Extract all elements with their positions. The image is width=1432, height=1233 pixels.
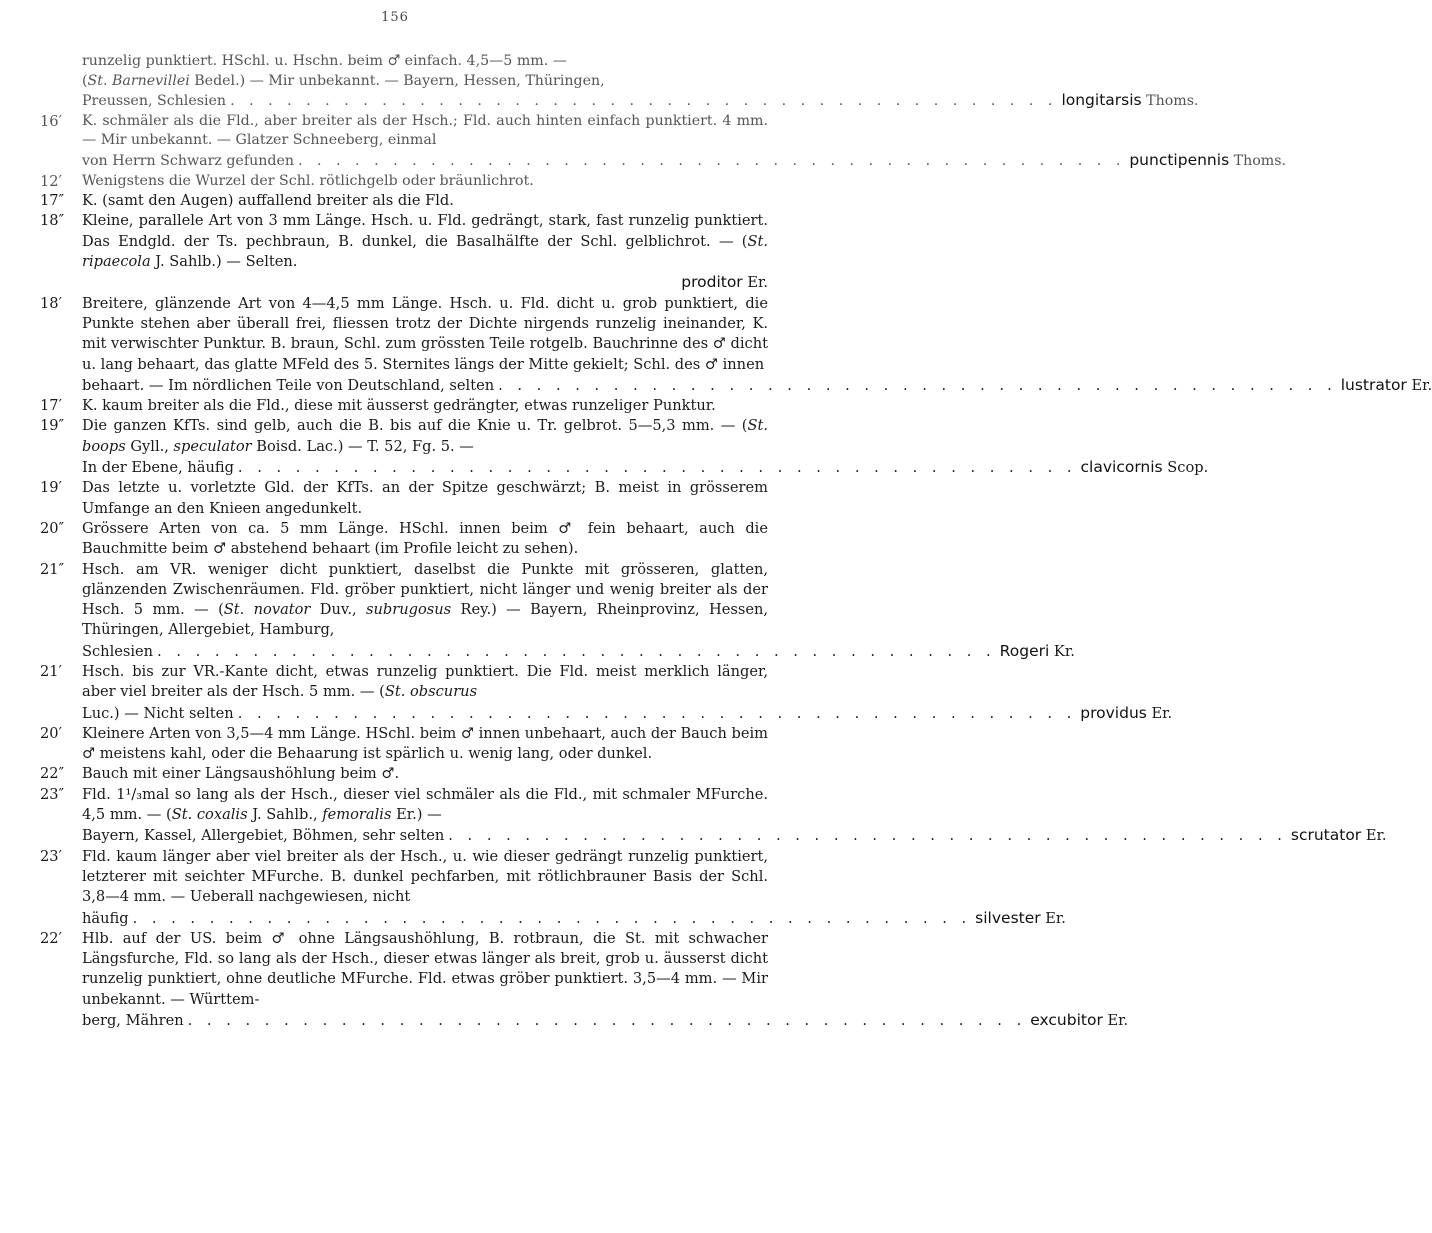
species-line: von Herrn Schwarz gefunden . . . . . . . . . . . . . . . . . . . . . . . . . . . . . . . . . . . . . . . . . . . . punctipennis Thoms. <box>82 151 768 172</box>
synonym: femoralis <box>322 806 392 824</box>
species-name: silvester <box>975 908 1041 927</box>
couplet-number: 23′ <box>40 847 62 865</box>
couplet-number: 17″ <box>40 192 65 210</box>
page-number: 156 <box>381 10 409 25</box>
species-line: Preussen, Schlesien . . . . . . . . . . . . . . . . . . . . . . . . . . . . . . . . . . . . . . . . . . . . longitarsis Thoms. <box>82 91 768 112</box>
synonym: St. ripaecola <box>82 232 768 271</box>
leader-dots: . . . . . . . . . . . . . . . . . . . . . . . . . . . . . . . . . . . . . . . . . . . . <box>297 152 1126 169</box>
couplet-number: 23″ <box>40 785 65 803</box>
synonym: subrugosus <box>366 601 452 619</box>
species-line: häufig . . . . . . . . . . . . . . . . . . . . . . . . . . . . . . . . . . . . . . . . . . . . silvester Er. <box>82 908 768 929</box>
key-entry: 21′ Hsch. bis zur VR.-Kante dicht, etwas runzelig punktiert. Die Fld. meist merklich länger, aber viel breiter als der Hsch. 5 mm. — (St. obscurus Luc.) — Nicht selten . . . . . . . . . . . . . . . . . . . . . . . . . . . . . . . . . . . . . . . . . . . . providus Er. <box>40 662 768 724</box>
species-line: In der Ebene, häufig . . . . . . . . . . . . . . . . . . . . . . . . . . . . . . . . . . . . . . . . . . . . clavicornis Scop. <box>82 457 768 478</box>
key-text <box>40 52 1432 1031</box>
couplet-number: 20″ <box>40 519 65 537</box>
synonym: St. obscurus <box>384 683 478 701</box>
key-entry: 18″ Kleine, parallele Art von 3 mm Länge. Hsch. u. Fld. gedrängt, stark, fast runzelig punktiert. Das Endgld. der Ts. pechbraun, B. dunkel, die Basalhälfte der Schl. gelblichrot. — (St. ripaecola J. Sahlb.) — Selten. proditor Er. <box>40 212 768 292</box>
couplet-number: 19′ <box>40 479 62 497</box>
couplet-number: 17′ <box>40 397 62 415</box>
species-name: clavicornis <box>1080 458 1163 477</box>
couplet-number: 18″ <box>40 212 65 230</box>
key-entry: 16′ K. schmäler als die Fld., aber breiter als der Hsch.; Fld. auch hinten einfach punktiert. 4 mm. — Mir unbekannt. — Glatzer Schneeberg, einmal von Herrn Schwarz gefunden . . . . . . . . . . . . . . . . . . . . . . . . . . . . . . . . . . . . . . . . . . . . punctipennis Thoms. <box>40 112 768 172</box>
key-entry-continuation <box>40 52 1199 112</box>
key-entry: 22′ Hlb. auf der US. beim ♂ ohne Längsaushöhlung, B. rotbraun, die St. mit schwacher Längsfurche, Fld. so lang als der Hsch., dieser etwas länger als breit, grob u. äusserst dicht runzelig punktiert, ohne deutliche MFurche. Fld. etwas gröber punktiert. 3,5—4 mm. — Mir unbekannt. — Württem- berg, Mähren . . . . . . . . . . . . . . . . . . . . . . . . . . . . . . . . . . . . . . . . . . . . excubitor Er. <box>40 929 768 1031</box>
key-entry: 20″ Grössere Arten von ca. 5 mm Länge. HSchl. innen beim ♂ fein behaart, auch die Bauchmitte beim ♂ abstehend behaart (im Profile leicht zu sehen). <box>40 519 768 558</box>
synonym: St. boops <box>82 417 768 455</box>
synonym: St. Barnevillei <box>87 72 190 89</box>
species-line: Schlesien . . . . . . . . . . . . . . . . . . . . . . . . . . . . . . . . . . . . . . . . . . . . Rogeri Kr. <box>82 641 768 662</box>
text-line: runzelig punktiert. HSchl. u. Hschn. beim ♂ einfach. 4,5—5 mm. — <box>82 53 567 69</box>
leader-dots: . . . . . . . . . . . . . . . . . . . . . . . . . . . . . . . . . . . . . . . . . . . . <box>157 642 996 660</box>
couplet-number: 18′ <box>40 294 62 312</box>
leader-dots: . . . . . . . . . . . . . . . . . . . . . . . . . . . . . . . . . . . . . . . . . . . . <box>230 93 1058 110</box>
species-name: providus <box>1080 703 1147 722</box>
species-line: berg, Mähren . . . . . . . . . . . . . . . . . . . . . . . . . . . . . . . . . . . . . . . . . . . . excubitor Er. <box>82 1010 768 1031</box>
couplet-number: 16′ <box>40 112 62 130</box>
species-line: Bayern, Kassel, Allergebiet, Böhmen, sehr selten . . . . . . . . . . . . . . . . . . . . . . . . . . . . . . . . . . . . . . . . . . . . scrutator Er. <box>82 825 768 846</box>
key-entry: 17″ K. (samt den Augen) auffallend breiter als die Fld. <box>40 191 768 211</box>
couplet-number: 12′ <box>40 172 62 190</box>
text-line: (St. Barnevillei Bedel.) — Mir unbekannt. — Bayern, Hessen, Thüringen, <box>82 72 605 89</box>
couplet-number: 21′ <box>40 662 62 680</box>
species-name: proditor <box>681 273 743 292</box>
leader-dots: . . . . . . . . . . . . . . . . . . . . . . . . . . . . . . . . . . . . . . . . . . . . <box>498 376 1337 394</box>
species-name: Rogeri <box>999 641 1050 660</box>
key-entry: 19′ Das letzte u. vorletzte Gld. der KfTs. an der Spitze geschwärzt; B. meist in grösserem Umfange an den Knieen angedunkelt. <box>40 479 768 517</box>
couplet-number: 20′ <box>40 724 62 742</box>
leader-dots: . . . . . . . . . . . . . . . . . . . . . . . . . . . . . . . . . . . . . . . . . . . . <box>132 909 972 927</box>
key-entry: 18′ Breitere, glänzende Art von 4—4,5 mm Länge. Hsch. u. Fld. dicht u. grob punktiert, die Punkte stehen aber überall frei, fliessen trotz der Dichte nirgends runzelig ineinander, K. mit verwischter Punktur. B. braun, Schl. zum grössten Teile rotgelb. Bauchrinne des ♂ dicht u. lang behaart, das glatte MFeld des 5. Sternites längs der Mitte gekielt; Schl. des ♂ innen behaart. — Im nördlichen Teile von Deutschland, selten . . . . . . . . . . . . . . . . . . . . . . . . . . . . . . . . . . . . . . . . . . . . lustrator Er. <box>40 294 768 396</box>
synonym: speculator <box>173 437 252 455</box>
leader-dots: . . . . . . . . . . . . . . . . . . . . . . . . . . . . . . . . . . . . . . . . . . . . <box>237 459 1077 477</box>
species-name: longitarsis <box>1061 91 1142 110</box>
species-name: lustrator <box>1340 375 1407 394</box>
key-entry: 23′ Fld. kaum länger aber viel breiter als der Hsch., u. wie dieser gedrängt runzelig punktiert, letzterer mit seichter MFurche. B. dunkel pechfarben, mit rötlichbrauner Basis der Schl. 3,8—4 mm. — Ueberall nachgewiesen, nicht häufig . . . . . . . . . . . . . . . . . . . . . . . . . . . . . . . . . . . . . . . . . . . . silvester Er. <box>40 847 768 929</box>
couplet-number: 22′ <box>40 929 62 947</box>
key-entry: 22″ Bauch mit einer Längsaushöhlung beim ♂. <box>40 764 768 784</box>
leader-dots: . . . . . . . . . . . . . . . . . . . . . . . . . . . . . . . . . . . . . . . . . . . . <box>237 704 1077 722</box>
key-entry: 21″ Hsch. am VR. weniger dicht punktiert, daselbst die Punkte mit grösseren, glatten, glänzenden Zwischenräumen. Fld. gröber punktiert, nicht länger und wenig breiter als der Hsch. 5 mm. — (St. novator Duv., subrugosus Rey.) — Bayern, Rheinprovinz, Hessen, Thüringen, Allergebiet, Hamburg, Schlesien . . . . . . . . . . . . . . . . . . . . . . . . . . . . . . . . . . . . . . . . . . . . Rogeri Kr. <box>40 560 768 662</box>
leader-dots: . . . . . . . . . . . . . . . . . . . . . . . . . . . . . . . . . . . . . . . . . . . . <box>187 1012 1027 1030</box>
species-name: punctipennis <box>1129 150 1230 169</box>
couplet-number: 19″ <box>40 417 65 435</box>
synonym: St. coxalis <box>171 806 248 824</box>
key-entry: 23″ Fld. 1¹/₃mal so lang als der Hsch., dieser viel schmäler als die Fld., mit schmaler MFurche. 4,5 mm. — (St. coxalis J. Sahlb., femoralis Er.) — Bayern, Kassel, Allergebiet, Böhmen, sehr selten . . . . . . . . . . . . . . . . . . . . . . . . . . . . . . . . . . . . . . . . . . . . scrutator Er. <box>40 785 768 847</box>
species-line: behaart. — Im nördlichen Teile von Deutschland, selten . . . . . . . . . . . . . . . . . . . . . . . . . . . . . . . . . . . . . . . . . . . . lustrator Er. <box>82 375 768 396</box>
species-name: excubitor <box>1030 1011 1103 1030</box>
couplet-number: 21″ <box>40 560 65 578</box>
leader-dots: . . . . . . . . . . . . . . . . . . . . . . . . . . . . . . . . . . . . . . . . . . . . <box>448 827 1287 845</box>
key-entry: 19″ Die ganzen KfTs. sind gelb, auch die B. bis auf die Knie u. Tr. gelbrot. 5—5,3 mm. — (St. boops Gyll., speculator Boisd. Lac.) — T. 52, Fg. 5. — In der Ebene, häufig . . . . . . . . . . . . . . . . . . . . . . . . . . . . . . . . . . . . . . . . . . . . clavicornis Scop. <box>40 416 768 478</box>
species-line: Luc.) — Nicht selten . . . . . . . . . . . . . . . . . . . . . . . . . . . . . . . . . . . . . . . . . . . . providus Er. <box>82 703 768 724</box>
synonym: St. novator <box>223 601 311 619</box>
couplet-number: 22″ <box>40 765 65 783</box>
key-entry: 12′ Wenigstens die Wurzel der Schl. rötlichgelb oder bräunlichrot. <box>40 172 534 190</box>
key-entry: 17′ K. kaum breiter als die Fld., diese mit äusserst gedrängter, etwas runzeliger Punktur. <box>40 396 768 416</box>
key-entry: 20′ Kleinere Arten von 3,5—4 mm Länge. HSchl. beim ♂ innen unbehaart, auch der Bauch beim ♂ meistens kahl, oder die Behaarung ist spärlich u. wenig lang, oder dunkel. <box>40 724 768 763</box>
species-name: scrutator <box>1290 826 1362 845</box>
